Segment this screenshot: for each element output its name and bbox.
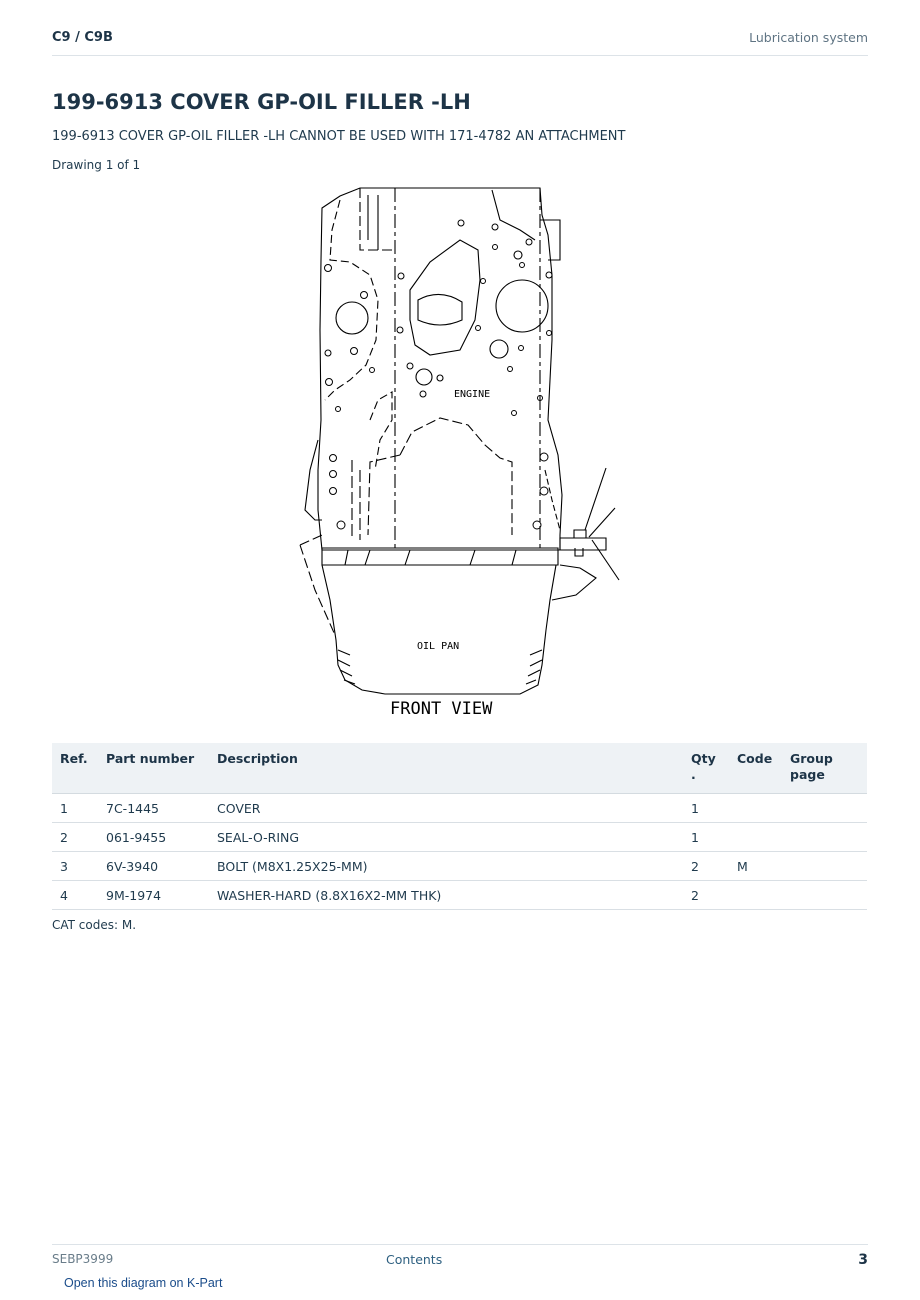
cell-description: COVER: [209, 794, 683, 823]
cell-description: BOLT (M8X1.25X25-MM): [209, 852, 683, 881]
cell-description: WASHER-HARD (8.8X16X2-MM THK): [209, 881, 683, 910]
cat-codes-note: CAT codes: M.: [52, 918, 137, 932]
cell-code: [729, 881, 782, 910]
cell-part-number: 061-9455: [98, 823, 209, 852]
page-number: 3: [858, 1252, 868, 1268]
table-row: [52, 794, 867, 823]
cell-code: M: [729, 852, 782, 881]
cell-qty: 2: [683, 881, 729, 910]
document-id: SEBP3999: [52, 1252, 114, 1266]
cell-ref: 2: [52, 823, 98, 852]
drawing-label: Drawing 1 of 1: [52, 158, 141, 172]
col-description: Description: [209, 743, 683, 794]
cell-part-number: 9M-1974: [98, 881, 209, 910]
table-header-row: [52, 743, 867, 794]
cell-description: SEAL-O-RING: [209, 823, 683, 852]
col-ref: Ref.: [52, 743, 98, 794]
table-row: [52, 852, 867, 881]
engine-label: ENGINE: [454, 389, 491, 400]
cell-part-number: 7C-1445: [98, 794, 209, 823]
cell-qty: 2: [683, 852, 729, 881]
parts-table: [52, 743, 867, 910]
page-header: [52, 28, 868, 56]
cell-code: [729, 794, 782, 823]
oil-pan-outline: [322, 565, 556, 694]
cell-ref: 1: [52, 794, 98, 823]
cell-ref: 3: [52, 852, 98, 881]
cell-code: [729, 823, 782, 852]
cell-group-page: [782, 881, 867, 910]
col-qty: Qty .: [683, 743, 729, 794]
table-row: [52, 823, 867, 852]
page-title: 199-6913 COVER GP-OIL FILLER -LH: [52, 90, 471, 114]
cell-group-page: [782, 823, 867, 852]
open-on-kpart-link[interactable]: Open this diagram on K-Part: [64, 1276, 223, 1290]
cell-qty: 1: [683, 823, 729, 852]
view-label: FRONT VIEW: [390, 699, 493, 719]
cell-ref: 4: [52, 881, 98, 910]
col-part-number: Part number: [98, 743, 209, 794]
page-subtitle: 199-6913 COVER GP-OIL FILLER -LH CANNOT BE USED WITH 171-4782 AN ATTACHMENT: [52, 129, 626, 144]
model-name: C9 / C9B: [52, 30, 113, 45]
col-group-page: Group page: [782, 743, 867, 794]
cell-group-page: [782, 852, 867, 881]
contents-link[interactable]: Contents: [386, 1252, 443, 1267]
table-row: [52, 881, 867, 910]
col-code: Code: [729, 743, 782, 794]
engine-block-outline: [318, 188, 562, 550]
footer-divider: [52, 1244, 868, 1245]
cell-part-number: 6V-3940: [98, 852, 209, 881]
oil-pan-label: OIL PAN: [417, 641, 460, 652]
front-view-diagram: [290, 182, 630, 722]
cell-group-page: [782, 794, 867, 823]
section-name: Lubrication system: [749, 30, 868, 45]
cell-qty: 1: [683, 794, 729, 823]
